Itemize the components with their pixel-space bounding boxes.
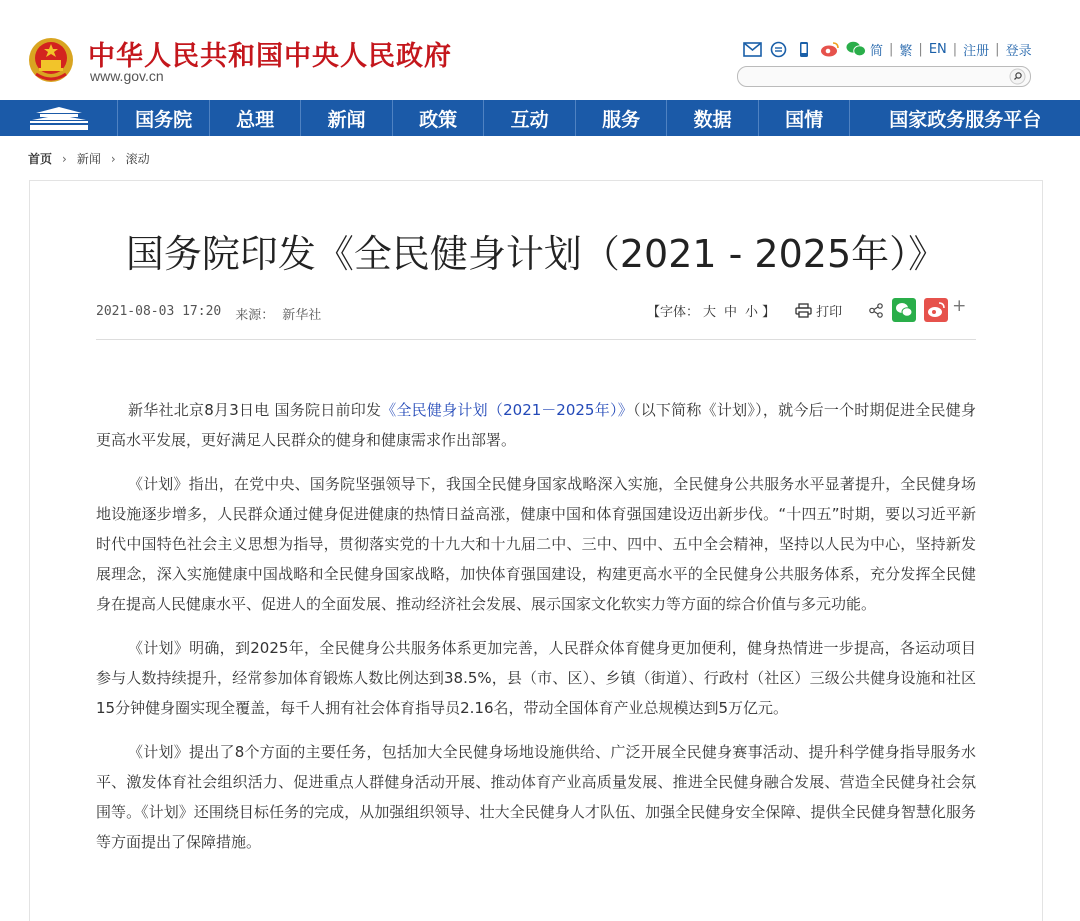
article-meta [96, 304, 321, 323]
nav-item-service[interactable]: 服务 [576, 100, 668, 136]
breadcrumb [28, 150, 150, 167]
nav-item-news[interactable]: 新闻 [301, 100, 393, 136]
paragraph-1: 新华社北京8月3日电 国务院日前印发《全民健身计划（2021－2025年）》（以下简称《计划》），就今后一个时期促进全民健身更高水平发展，更好满足人民群众的健身和健康需求作出部署。 [96, 401, 976, 449]
print-label: 打印 [816, 304, 843, 320]
nav-item-interaction[interactable]: 互动 [484, 100, 576, 136]
lang-english-link[interactable]: EN [928, 42, 947, 57]
lang-simplified-link[interactable]: 简 [870, 44, 884, 59]
plan-link[interactable]: 《全民健身计划（2021－2025年）》 [381, 401, 633, 419]
tiananmen-icon [28, 105, 90, 131]
article-title: 国务院印发《全民健身计划（2021 - 2025年）》 [125, 232, 947, 276]
wechat-icon[interactable] [846, 39, 866, 59]
paragraph-2: 《计划》指出，在党中央、国务院坚强领导下，我国全民健身国家战略深入实施，全民健身公共服务水平显著提升，全民健身场地设施逐步增多，人民群众通过健身促进健康的热情日益高涨，健康中国和体育强国建设迈出新步伐。“十四五”时期，要以习近平新时代中国特色社会主义思想为指导，贯彻落实党的十九大和十九届二中、三中、四中、五中全会精神，坚持以人民为中心，坚持新发展理念，深入实施健康中国战略和全民健身国家战略，加快体育强国建设，构建更高水平的全民健身公共服务体系，充分发挥全民健身在提高人民健康水平、促进人的全面发展、推动经济社会发展、展示国家文化软实力等方面的综合价值与多元功能。 [96, 475, 976, 613]
breadcrumb-rolling[interactable]: 滚动 [125, 152, 150, 166]
site-name[interactable]: 中华人民共和国中央人民政府 [88, 41, 452, 72]
site-header [0, 0, 1080, 100]
print-button[interactable] [795, 301, 842, 320]
phone-icon[interactable] [794, 39, 814, 59]
share-bar [868, 298, 966, 322]
breadcrumb-news[interactable]: 新闻 [76, 152, 101, 166]
share-icon[interactable] [868, 303, 884, 318]
nav-item-data[interactable]: 数据 [667, 100, 759, 136]
weibo-icon[interactable] [820, 39, 840, 59]
article-body [96, 395, 976, 871]
site-url: www.gov.cn [90, 68, 164, 84]
paragraph-4: 《计划》提出了8个方面的主要任务，包括加大全民健身场地设施供给、广泛开展全民健身赛事活动、提升科学健身指导服务水平、激发体育社会组织活力、促进重点人群健身活动开展、推动体育产业高质量发展、推进全民健身融合发展、营造全民健身社会氛围等。《计划》还围绕目标任务的完成，从加强组织领导、壮大全民健身人才队伍、加强全民健身安全保障、提供全民健身智慧化服务等方面提出了保障措施。 [96, 743, 976, 851]
mail-icon[interactable] [742, 39, 762, 59]
font-size-medium[interactable]: 中 [724, 304, 738, 320]
chevron-right-icon: › [62, 151, 67, 166]
printer-icon [795, 303, 812, 318]
font-size-label: 【字体： [647, 304, 700, 320]
font-size-selector [647, 301, 775, 320]
font-size-small[interactable]: 小 [745, 304, 759, 320]
font-size-large[interactable]: 大 [703, 304, 717, 320]
weibo-share-icon[interactable] [924, 298, 948, 322]
register-link[interactable]: 注册 [963, 44, 990, 59]
source-name: 新华社 [282, 308, 322, 323]
top-links: 简 | 繁 | EN | 注册 | 登录 [870, 42, 1032, 59]
nav-item-gov-service-platform[interactable]: 国家政务服务平台 [889, 108, 1042, 131]
national-emblem-logo[interactable] [28, 36, 74, 84]
publish-date: 2021-08-03 17:20 [96, 304, 222, 319]
nav-item-national-info[interactable]: 国情 [759, 100, 851, 136]
message-icon[interactable] [768, 39, 788, 59]
nav-item-policy[interactable]: 政策 [393, 100, 485, 136]
divider [96, 339, 976, 340]
article-tools [647, 298, 966, 322]
search-input[interactable] [748, 68, 1002, 86]
wechat-share-icon[interactable] [892, 298, 916, 322]
more-share-button[interactable]: + [952, 296, 967, 316]
nav-home-logo[interactable] [0, 100, 118, 136]
article-container [29, 180, 1043, 921]
search-box [737, 66, 1031, 87]
top-icon-bar [742, 38, 866, 60]
source-label: 来源： [235, 308, 275, 323]
nav-item-premier[interactable]: 总理 [210, 100, 302, 136]
chevron-right-icon: › [110, 151, 116, 166]
nav-item-state-council[interactable]: 国务院 [118, 100, 210, 136]
paragraph-3: 《计划》明确，到2025年，全民健身公共服务体系更加完善，人民群众体育健身更加便利，健身热情进一步提高，各运动项目参与人数持续提升，经常参加体育锻炼人数比例达到38.5%，县（市、区）、乡镇（街道）、行政村（社区）三级公共健身设施和社区15分钟健身圈实现全覆盖，每千人拥有社会体育指导员2.16名，带动全国体育产业总规模达到5万亿元。 [96, 639, 976, 717]
main-nav [0, 100, 1080, 136]
login-link[interactable]: 登录 [1005, 44, 1032, 59]
breadcrumb-home[interactable]: 首页 [28, 152, 53, 166]
font-size-end: 】 [762, 304, 776, 320]
lang-traditional-link[interactable]: 繁 [899, 44, 913, 59]
search-icon[interactable] [1009, 68, 1026, 85]
